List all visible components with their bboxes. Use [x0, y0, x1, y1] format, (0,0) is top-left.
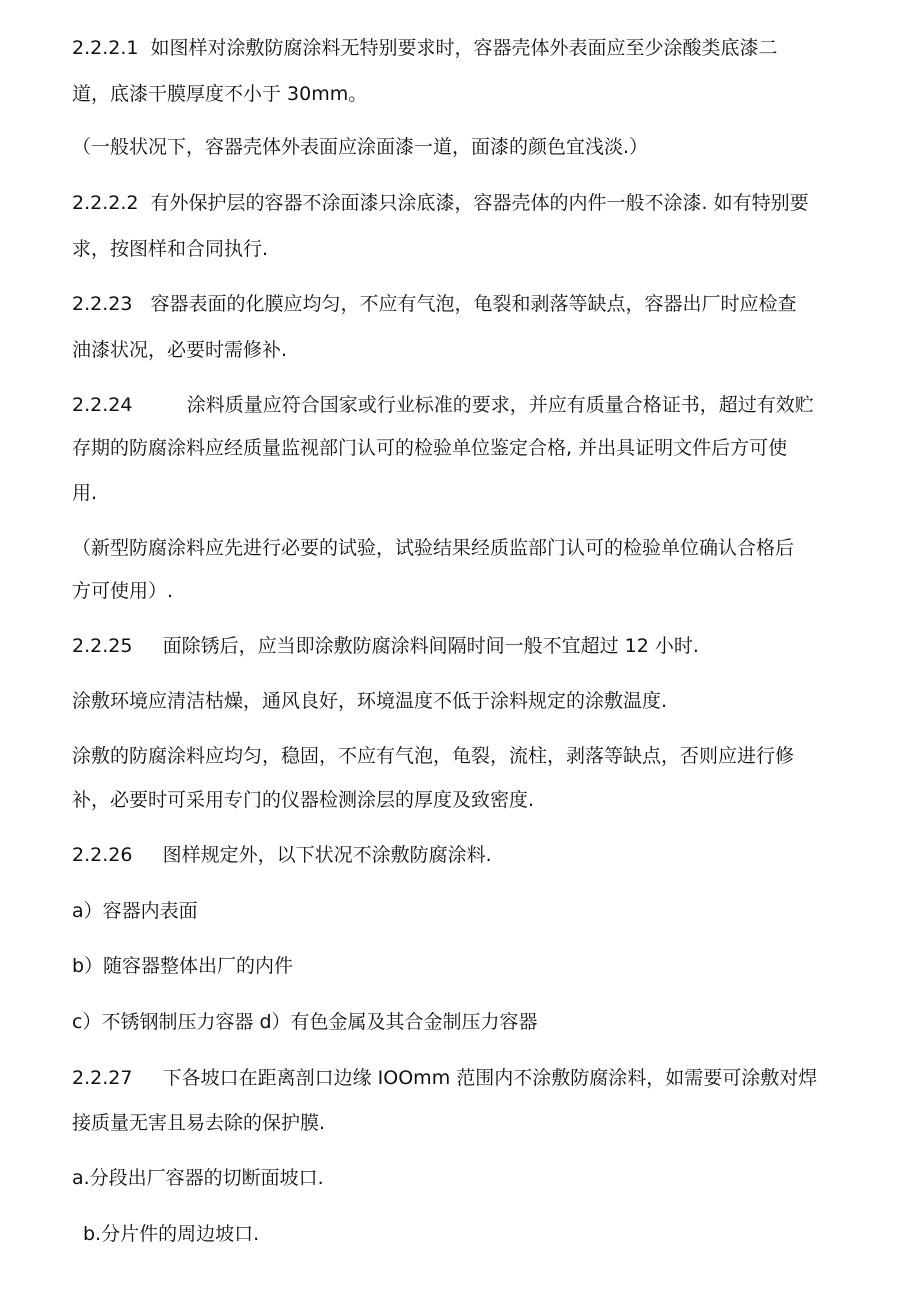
list-item-b: b）随容器整体出厂的内件 [72, 955, 294, 977]
paragraph-2-2-25: 2.2.25 面除锈后，应当即涂敷防腐涂料间隔时间一般不宜超过 12 小时. [72, 635, 699, 657]
paragraph-coating-environment: 涂敷环境应清洁枯燥，通风良好，环境温度不低于涂料规定的涂敷温度. [72, 690, 668, 712]
paragraph-coating-quality-line-2: 补，必要时可采用专门的仪器检测涂层的厚度及致密度. [72, 789, 535, 811]
paragraph-2-2-27-line-1: 2.2.27 下各坡口在距离剖口边缘 IOOmm 范围内不涂敷防腐涂料，如需要可涂敷对焊 [72, 1067, 818, 1089]
paragraph-2-2-26: 2.2.26 图样规定外，以下状况不涂敷防腐涂料. [72, 844, 492, 866]
paragraph-2-2-23-line-2: 油漆状况，必要时需修补. [72, 339, 288, 361]
paragraph-2-2-24-line-3: 用. [72, 482, 98, 504]
paragraph-2-2-2-1-line-2: 道，底漆干膜厚度不小于 30mm。 [72, 83, 368, 105]
note-general-condition: （一般状况下，容器壳体外表面应涂面漆一道，面漆的颜色宜浅淡.） [72, 136, 649, 158]
list-item-a: a）容器内表面 [72, 900, 198, 922]
paragraph-coating-quality-line-1: 涂敷的防腐涂料应均匀，稳固，不应有气泡，龟裂，流柱，剥落等缺点，否则应进行修 [72, 745, 795, 767]
note-new-coating-line-1: （新型防腐涂料应先进行必要的试验，试验结果经质监部门认可的检验单位确认合格后 [72, 537, 795, 559]
list-item-a-segment: a.分段出厂容器的切断面坡口. [72, 1167, 324, 1189]
paragraph-2-2-23-line-1: 2.2.23 容器表面的化膜应均匀，不应有气泡，龟裂和剥落等缺点，容器出厂时应检查 [72, 293, 797, 315]
paragraph-2-2-2-2-line-2: 求，按图样和合同执行. [72, 238, 269, 260]
list-item-c-d: c）不锈钢制压力容器 d）有色金属及其合金制压力容器 [72, 1011, 538, 1033]
paragraph-2-2-2-1-line-1: 2.2.2.1 如图样对涂敷防腐涂料无特别要求时，容器壳体外表面应至少涂酸类底漆二 [72, 37, 778, 59]
paragraph-2-2-24-line-1: 2.2.24 涂料质量应符合国家或行业标准的要求，并应有质量合格证书，超过有效贮 [72, 394, 814, 416]
list-item-b-segment: b.分片件的周边坡口. [83, 1223, 260, 1245]
paragraph-2-2-2-2-line-1: 2.2.2.2 有外保护层的容器不涂面漆只涂底漆，容器壳体的内件一般不涂漆. 如有特别要 [72, 192, 809, 214]
paragraph-2-2-27-line-2: 接质量无害且易去除的保护膜. [72, 1112, 326, 1134]
paragraph-2-2-24-line-2: 存期的防腐涂料应经质量监视部门认可的检验单位鉴定合格, 并出具证明文件后方可使 [72, 437, 788, 459]
note-new-coating-line-2: 方可使用）. [72, 580, 174, 602]
